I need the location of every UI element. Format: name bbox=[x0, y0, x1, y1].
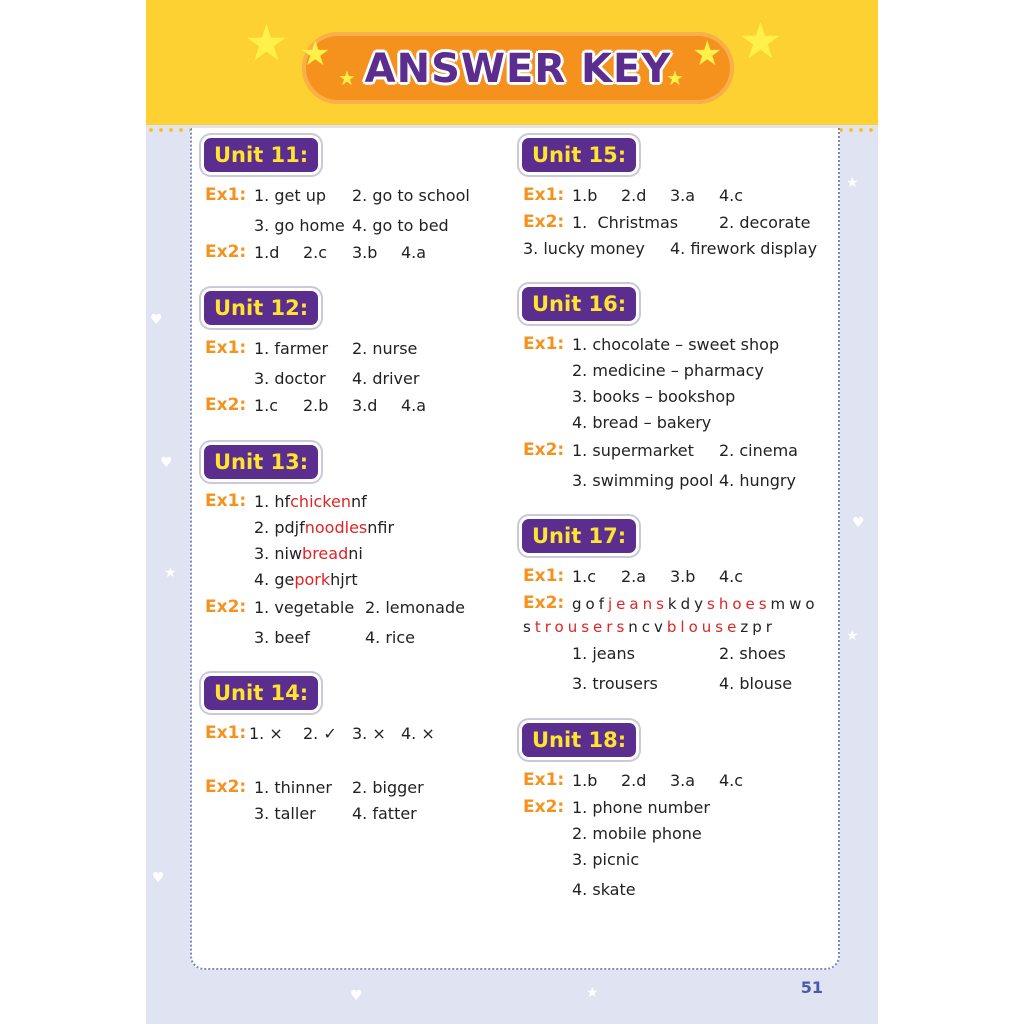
unit-16-heading: Unit 16: bbox=[522, 287, 636, 321]
u17-ex1-a1: 1.c bbox=[572, 567, 597, 586]
u17-ex2-b2: 2. shoes bbox=[719, 644, 786, 663]
u15-ex2-b4: 4. firework display bbox=[670, 239, 818, 258]
u12-ex2-b2: 2.b bbox=[303, 396, 329, 415]
star-icon: ★ bbox=[692, 34, 723, 74]
heart-icon: ♥ bbox=[150, 312, 163, 328]
u15-ex1-a2: 2.d bbox=[621, 186, 647, 205]
u13-ex1-w2: 2. pdjfnoodlesnfir bbox=[254, 518, 395, 537]
u18-ex1-a2: 2.d bbox=[621, 771, 647, 790]
u14-ex1-a4: 4. × bbox=[401, 724, 435, 743]
heart-icon: ♥ bbox=[160, 455, 173, 471]
u17-ex2-puzzle-line2: strousersncvblousezpr bbox=[523, 618, 776, 636]
u14-ex2-b1: 1. thinner bbox=[254, 778, 332, 797]
u13-ex2-b3: 3. beef bbox=[254, 628, 310, 647]
unit-18-heading: Unit 18: bbox=[522, 723, 636, 757]
u17-ex2-b4: 4. blouse bbox=[719, 674, 793, 693]
u14-ex1-label: Ex1: bbox=[205, 723, 247, 743]
u16-ex2-b2: 2. cinema bbox=[719, 441, 798, 460]
u16-ex2-label: Ex2: bbox=[523, 440, 565, 460]
u11-ex1-a1: 1. get up bbox=[254, 186, 327, 205]
star-icon: ★ bbox=[300, 34, 331, 74]
u17-ex1-label: Ex1: bbox=[523, 566, 565, 586]
u15-ex2-label: Ex2: bbox=[523, 212, 565, 232]
heart-icon: ♥ bbox=[152, 870, 165, 886]
u11-ex1-a4: 4. go to bed bbox=[352, 216, 449, 235]
u12-ex2-b1: 1.c bbox=[254, 396, 279, 415]
heart-icon: ♥ bbox=[852, 515, 865, 531]
u14-ex2-b4: 4. fatter bbox=[352, 804, 417, 823]
answer-card bbox=[190, 128, 840, 970]
u18-ex2-b3: 3. picnic bbox=[572, 850, 640, 869]
u18-ex1-a1: 1.b bbox=[572, 771, 598, 790]
u14-ex2-b2: 2. bigger bbox=[352, 778, 424, 797]
u18-ex2-b4: 4. skate bbox=[572, 880, 636, 899]
u14-ex1-a2: 2. ✓ bbox=[303, 724, 337, 743]
u15-ex2-b1: 1. Christmas bbox=[572, 213, 679, 232]
u18-ex2-b2: 2. mobile phone bbox=[572, 824, 702, 843]
u16-ex1-a2: 2. medicine – pharmacy bbox=[572, 361, 764, 380]
u18-ex2-b1: 1. phone number bbox=[572, 798, 710, 817]
star-icon: ★ bbox=[738, 12, 783, 70]
u15-ex2-b3: 3. lucky money bbox=[523, 239, 645, 258]
u15-ex1-label: Ex1: bbox=[523, 185, 565, 205]
header-banner bbox=[146, 0, 878, 125]
u11-ex2-b3: 3.b bbox=[352, 243, 378, 262]
u18-ex1-a4: 4.c bbox=[719, 771, 744, 790]
u13-ex2-b4: 4. rice bbox=[365, 628, 416, 647]
unit-14-heading: Unit 14: bbox=[204, 676, 318, 710]
star-icon: ★ bbox=[164, 565, 177, 581]
u17-ex2-label: Ex2: bbox=[523, 593, 565, 613]
unit-17-heading: Unit 17: bbox=[522, 519, 636, 553]
u11-ex1-label: Ex1: bbox=[205, 185, 247, 205]
u13-ex2-b1: 1. vegetable bbox=[254, 598, 355, 617]
u16-ex1-a3: 3. books – bookshop bbox=[572, 387, 736, 406]
u14-ex2-b3: 3. taller bbox=[254, 804, 316, 823]
u14-ex1-a3: 3. × bbox=[352, 724, 386, 743]
u12-ex1-label: Ex1: bbox=[205, 338, 247, 358]
u15-ex1-a1: 1.b bbox=[572, 186, 598, 205]
u11-ex2-b4: 4.a bbox=[401, 243, 427, 262]
u16-ex2-b1: 1. supermarket bbox=[572, 441, 694, 460]
title-banner bbox=[302, 32, 734, 104]
u13-ex1-w3: 3. niwbreadni bbox=[254, 544, 363, 563]
u16-ex1-a4: 4. bread – bakery bbox=[572, 413, 712, 432]
heart-icon: ♥ bbox=[350, 988, 363, 1004]
u17-ex1-a4: 4.c bbox=[719, 567, 744, 586]
u15-ex1-a4: 4.c bbox=[719, 186, 744, 205]
star-icon: ★ bbox=[338, 66, 356, 90]
page-number: 51 bbox=[800, 978, 823, 997]
u12-ex2-b4: 4.a bbox=[401, 396, 427, 415]
u12-ex2-label: Ex2: bbox=[205, 395, 247, 415]
u17-ex2-b3: 3. trousers bbox=[572, 674, 658, 693]
u14-ex2-label: Ex2: bbox=[205, 777, 247, 797]
unit-13-heading: Unit 13: bbox=[204, 445, 318, 479]
u13-ex1-w4: 4. geporkhjrt bbox=[254, 570, 358, 589]
unit-12-heading: Unit 12: bbox=[204, 291, 318, 325]
u18-ex2-label: Ex2: bbox=[523, 797, 565, 817]
star-icon: ★ bbox=[666, 66, 684, 90]
u13-ex2-b2: 2. lemonade bbox=[365, 598, 465, 617]
u16-ex2-b4: 4. hungry bbox=[719, 471, 796, 490]
star-icon: ★ bbox=[244, 14, 289, 72]
u17-ex2-puzzle-line1: gofjeanskdyshoesmwo bbox=[572, 595, 819, 613]
u16-ex1-a1: 1. chocolate – sweet shop bbox=[572, 335, 780, 354]
u13-ex2-label: Ex2: bbox=[205, 597, 247, 617]
page-title: ANSWER KEY bbox=[364, 46, 672, 92]
unit-15-heading: Unit 15: bbox=[522, 138, 636, 172]
u17-ex1-a3: 3.b bbox=[670, 567, 696, 586]
answer-key-page bbox=[146, 0, 878, 1024]
star-icon: ★ bbox=[846, 628, 859, 644]
u11-ex1-a2: 2. go to school bbox=[352, 186, 470, 205]
u11-ex1-a3: 3. go home bbox=[254, 216, 345, 235]
star-icon: ★ bbox=[846, 175, 859, 191]
u11-ex2-b2: 2.c bbox=[303, 243, 328, 262]
u13-ex1-label: Ex1: bbox=[205, 491, 247, 511]
u17-ex1-a2: 2.a bbox=[621, 567, 647, 586]
u16-ex1-label: Ex1: bbox=[523, 334, 565, 354]
u12-ex1-a1: 1. farmer bbox=[254, 339, 329, 358]
u18-ex1-a3: 3.a bbox=[670, 771, 696, 790]
u12-ex1-a2: 2. nurse bbox=[352, 339, 418, 358]
u16-ex2-b3: 3. swimming pool bbox=[572, 471, 714, 490]
u12-ex1-a4: 4. driver bbox=[352, 369, 420, 388]
u15-ex1-a3: 3.a bbox=[670, 186, 696, 205]
u11-ex2-b1: 1.d bbox=[254, 243, 280, 262]
u11-ex2-label: Ex2: bbox=[205, 242, 247, 262]
u12-ex2-b3: 3.d bbox=[352, 396, 378, 415]
u18-ex1-label: Ex1: bbox=[523, 770, 565, 790]
star-icon: ★ bbox=[586, 985, 599, 1001]
u14-ex1-a1: 1. × bbox=[249, 724, 283, 743]
u12-ex1-a3: 3. doctor bbox=[254, 369, 326, 388]
u15-ex2-b2: 2. decorate bbox=[719, 213, 811, 232]
u17-ex2-b1: 1. jeans bbox=[572, 644, 635, 663]
u13-ex1-w1: 1. hfchickennf bbox=[254, 492, 367, 511]
unit-11-heading: Unit 11: bbox=[204, 138, 318, 172]
